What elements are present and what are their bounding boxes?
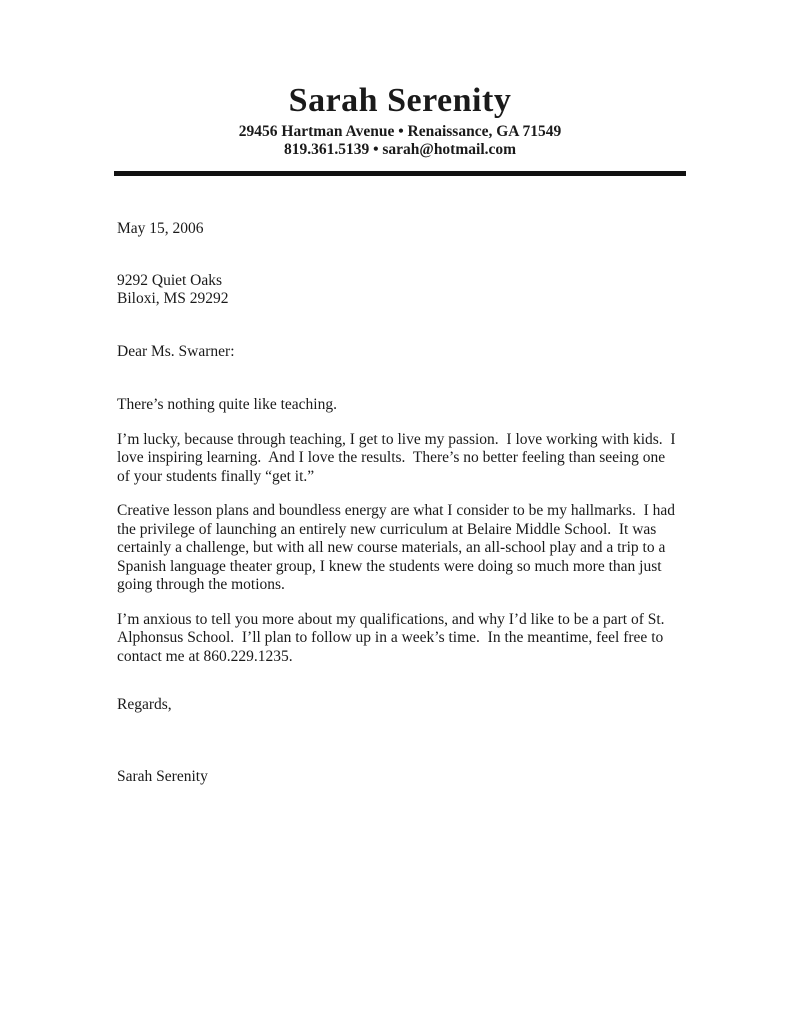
body-paragraph-2: I’m lucky, because through teaching, I get to live my passion. I love working with kids. I love inspiring learning. And I love the results. There’s no better feeling than seeing one of your students finally “get it.” — [117, 430, 680, 485]
salutation: Dear Ms. Swarner: — [117, 342, 235, 360]
recipient-address-line-2: Biloxi, MS 29292 — [117, 290, 229, 307]
letter-body — [117, 220, 679, 786]
recipient-address-block — [117, 272, 679, 309]
body-paragraph-3: Creative lesson plans and boundless energy are what I consider to be my hallmarks. I had the privilege of launching an entirely new curriculum at Belaire Middle School. It was certainly a challenge, but with all new course materials, an all-school play and a trip to a Spanish language theater group, I knew the students were doing so much more than just going through the motions. — [117, 502, 679, 593]
body-paragraph-4: I’m anxious to tell you more about my qualifications, and why I’d like to be a part of St. Alphonsus School. I’ll plan to follow up in a week’s time. In the meantime, feel free to contact me at 860.229.1235. — [117, 610, 668, 665]
body-paragraph-1: There’s nothing quite like teaching. — [117, 396, 337, 413]
letter-date: May 15, 2006 — [117, 220, 204, 237]
signature-name: Sarah Serenity — [117, 767, 208, 785]
letterhead-contact-line: 819.361.5139 • sarah@hotmail.com — [283, 141, 517, 158]
recipient-address-line-1: 9292 Quiet Oaks — [117, 271, 223, 289]
letterhead-name: Sarah Serenity — [288, 82, 512, 119]
closing-line: Regards, — [117, 696, 172, 713]
letterhead — [0, 0, 800, 176]
letterhead-address-line: 29456 Hartman Avenue • Renaissance, GA 71549 — [238, 123, 562, 140]
letterhead-divider-rule — [114, 171, 686, 176]
